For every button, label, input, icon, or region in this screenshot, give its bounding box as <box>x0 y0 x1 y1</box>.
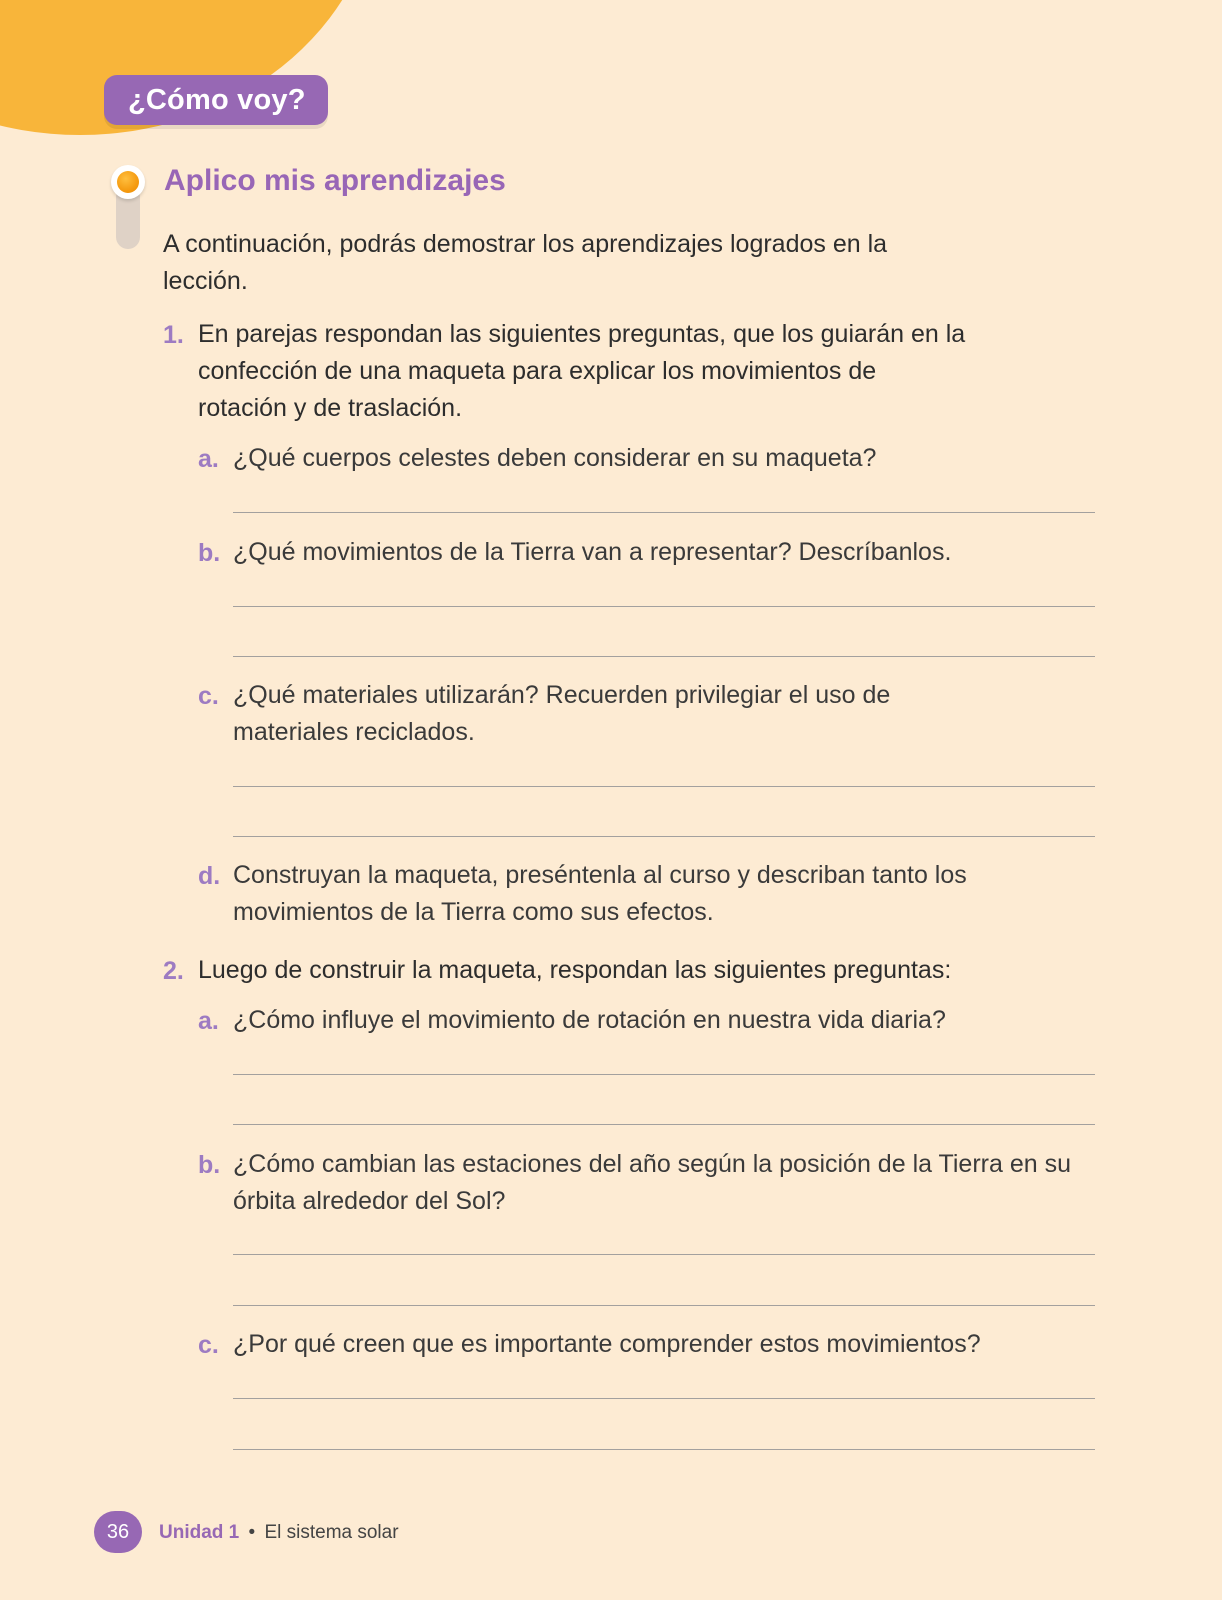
footer-separator: • <box>248 1522 256 1543</box>
footer-unit-title: El sistema solar <box>264 1522 399 1543</box>
section-tab-label: ¿Cómo voy? <box>128 84 306 116</box>
question-2b-text: ¿Cómo cambian las estaciones del año según la posición de la Tierra en su órbita alrededor del Sol? <box>233 1150 1071 1215</box>
question-1-text: En parejas respondan las siguientes preguntas, que los guiarán en la confección de una maqueta para explicar los movimientos de rotación y de traslación. <box>198 320 966 422</box>
section-tab <box>104 75 328 125</box>
footer-unit-info <box>159 1522 399 1544</box>
answer-line[interactable] <box>233 606 1095 607</box>
question-1c-text: ¿Qué materiales utilizarán? Recuerden privilegiar el uso de materiales reciclados. <box>233 681 891 746</box>
answer-line[interactable] <box>233 1305 1095 1306</box>
section-marker-icon <box>116 165 140 249</box>
question-1-number: 1. <box>163 321 184 349</box>
question-1d-text: Construyan la maqueta, preséntenla al curso y describan tanto los movimientos de la Tierra como sus efectos. <box>233 861 967 926</box>
question-1b-letter: b. <box>198 539 221 567</box>
orange-dot-icon <box>111 165 145 199</box>
answer-line[interactable] <box>233 512 1095 513</box>
question-1a-text: ¿Qué cuerpos celestes deben considerar en su maqueta? <box>233 444 877 472</box>
question-2a-letter: a. <box>198 1007 219 1035</box>
intro-paragraph: A continuación, podrás demostrar los aprendizajes logrados en la lección. <box>163 230 888 295</box>
question-2-number: 2. <box>163 957 184 985</box>
question-2b-letter: b. <box>198 1151 221 1179</box>
answer-line[interactable] <box>233 1254 1095 1255</box>
answer-line[interactable] <box>233 1074 1095 1075</box>
question-1d-letter: d. <box>198 862 221 890</box>
answer-line[interactable] <box>233 1124 1095 1125</box>
question-1c-letter: c. <box>198 682 219 710</box>
section-title: Aplico mis aprendizajes <box>164 164 506 197</box>
answer-line[interactable] <box>233 836 1095 837</box>
answer-line[interactable] <box>233 1449 1095 1450</box>
question-1a-letter: a. <box>198 445 219 473</box>
page-number-badge: 36 <box>94 1511 142 1553</box>
question-2c-letter: c. <box>198 1331 219 1359</box>
question-2c-text: ¿Por qué creen que es importante comprender estos movimientos? <box>233 1330 981 1358</box>
answer-line[interactable] <box>233 1398 1095 1399</box>
question-2a-text: ¿Cómo influye el movimiento de rotación en nuestra vida diaria? <box>233 1006 946 1034</box>
question-2-text: Luego de construir la maqueta, respondan las siguientes preguntas: <box>198 956 952 984</box>
answer-line[interactable] <box>233 656 1095 657</box>
answer-line[interactable] <box>233 786 1095 787</box>
footer-unit-label: Unidad 1 <box>159 1522 240 1543</box>
question-1b-text: ¿Qué movimientos de la Tierra van a representar? Descríbanlos. <box>233 538 952 566</box>
